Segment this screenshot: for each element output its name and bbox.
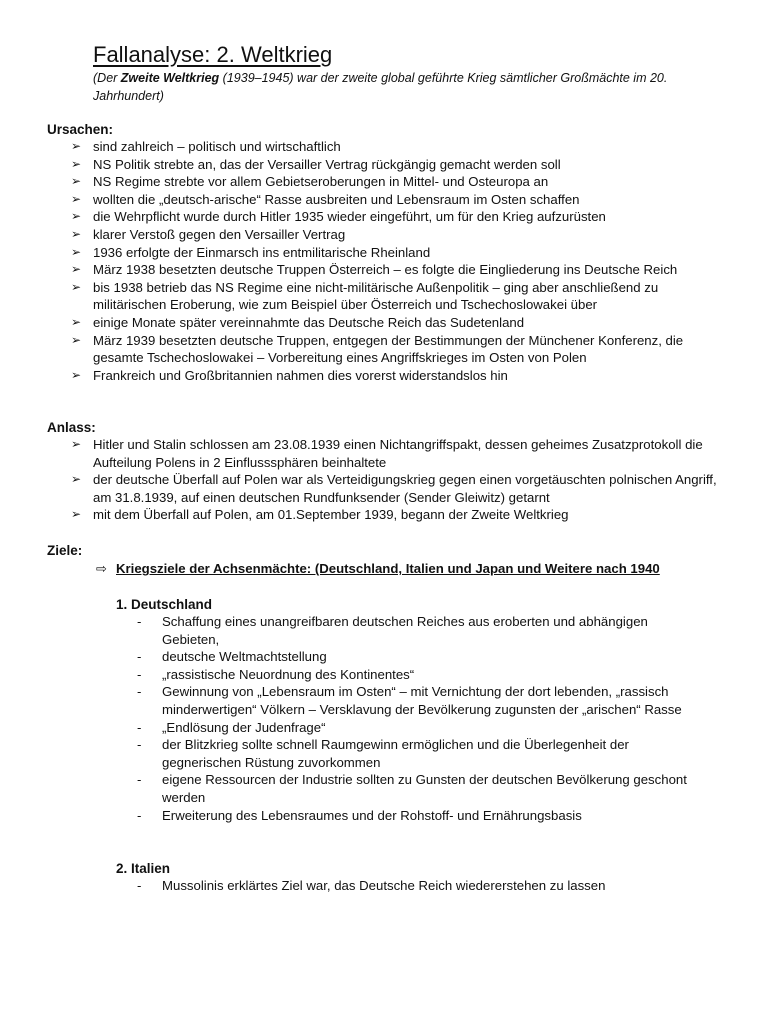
list-item-text: März 1939 besetzten deutsche Truppen, entgegen der Bestimmungen der Münchener Konferenz, die gesamte Tschechoslowakei – Vorbereitung eines Angriffskrieges im Osten von Polen: [93, 332, 684, 366]
list-item: [71, 314, 721, 332]
dash-bullet: -: [137, 666, 142, 682]
list-item: [137, 683, 697, 718]
list-item-text: Gewinnung von „Lebensraum im Osten“ – mit Vernichtung der dort lebenden, „rassisch minderwertigen“ Völkern – Versklavung der Bevölkerung zugunsten der „arischen“ Rasse: [162, 684, 682, 717]
arrow-bullet-icon: ➢: [71, 472, 82, 487]
list-item: [71, 138, 721, 156]
list-item: [137, 719, 697, 737]
list-item: [71, 436, 721, 471]
list-item-text: einige Monate später vereinnahmte das Deutsche Reich das Sudetenland: [93, 314, 525, 330]
list-item-text: NS Politik strebte an, das der Versailler Vertrag rückgängig gemacht werden soll: [93, 156, 561, 172]
page-title: Fallanalyse: 2. Weltkrieg: [93, 42, 333, 67]
dash-bullet: -: [137, 737, 142, 753]
anlass-list: [71, 436, 721, 524]
arrow-bullet-icon: ➢: [71, 244, 82, 259]
section-heading-anlass: Anlass:: [47, 420, 96, 435]
list-item: [71, 208, 721, 226]
list-item-text: die Wehrpflicht wurde durch Hitler 1935 wieder eingeführt, um für den Krieg aufzurüsten: [93, 209, 606, 225]
arrow-bullet-icon: ➢: [71, 262, 82, 277]
subtitle-bold: Zweite Weltkrieg: [120, 71, 220, 85]
arrow-bullet-icon: ➢: [71, 226, 82, 241]
section-heading-ursachen: Ursachen:: [47, 122, 114, 137]
dash-bullet: -: [137, 878, 142, 893]
arrow-bullet-icon: ➢: [71, 437, 82, 451]
list-item-text: Erweiterung des Lebensraumes und der Rohstoff- und Ernährungsbasis: [162, 807, 582, 823]
list-item-text: der Blitzkrieg sollte schnell Raumgewinn ermöglichen und die Überlegenheit der gegnerischen Rüstung zuvorkommen: [162, 737, 629, 770]
arrow-bullet-icon: ➢: [71, 367, 82, 382]
list-item: [137, 877, 697, 895]
arrow-bullet-icon: ➢: [71, 174, 82, 189]
arrow-bullet-icon: ➢: [71, 507, 82, 522]
list-item: [71, 506, 721, 524]
list-item: [71, 367, 721, 385]
dash-bullet: -: [137, 772, 142, 788]
right-arrow-icon: ⇨: [96, 561, 108, 576]
list-item: [137, 666, 697, 684]
list-item: [137, 648, 697, 666]
list-item: [71, 173, 721, 191]
dash-bullet: -: [137, 807, 142, 823]
list-item-text: wollten die „deutsch-arische“ Rasse ausbreiten und Lebensraum im Osten schaffen: [93, 191, 580, 207]
dash-bullet: -: [137, 649, 142, 665]
list-item-text: der deutsche Überfall auf Polen war als Verteidigungskrieg gegen einen vorgetäuschten polnischen Angriff, am 31.8.1939, auf einen deutschen Rundfunksender (Sender Gleiwitz) getarnt: [93, 472, 717, 505]
list-item: [71, 191, 721, 209]
subheading-deutschland: 1. Deutschland: [116, 597, 213, 612]
list-item-text: eigene Ressourcen der Industrie sollten zu Gunsten der deutschen Bevölkerung geschont werden: [162, 772, 687, 805]
dash-bullet: -: [137, 614, 142, 629]
arrow-bullet-icon: ➢: [71, 314, 82, 329]
deutschland-goals-list: [137, 613, 697, 824]
list-item: [71, 226, 721, 244]
italien-goals-list: [137, 877, 697, 895]
list-item-text: „Endlösung der Judenfrage“: [162, 719, 326, 735]
list-item: [71, 156, 721, 174]
list-item-text: März 1938 besetzten deutsche Truppen Österreich – es folgte die Eingliederung ins Deutsche Reich: [93, 262, 678, 278]
list-item-text: sind zahlreich – politisch und wirtschaftlich: [93, 139, 341, 154]
arrow-bullet-icon: ➢: [71, 139, 82, 153]
axis-goals-heading: [96, 560, 660, 578]
axis-goals-label: Kriegsziele der Achsenmächte: (Deutschland, Italien und Japan und Weitere nach 1940: [116, 561, 660, 576]
subtitle: [93, 70, 713, 105]
list-item: [137, 613, 697, 648]
list-item: [71, 261, 721, 279]
list-item-text: 1936 erfolgte der Einmarsch ins entmilitarische Rheinland: [93, 244, 431, 260]
list-item-text: bis 1938 betrieb das NS Regime eine nicht-militärische Außenpolitik – ging aber anschließend zu militärischen Eroberung, wie zum Beispiel über Österreich und Tschechoslowakei über: [93, 279, 659, 313]
list-item: [71, 279, 721, 314]
list-item-text: Frankreich und Großbritannien nahmen dies vorerst widerstandslos hin: [93, 367, 508, 383]
list-item-text: mit dem Überfall auf Polen, am 01.September 1939, begann der Zweite Weltkrieg: [93, 507, 569, 523]
arrow-bullet-icon: ➢: [71, 332, 82, 347]
section-heading-ziele: Ziele:: [47, 543, 83, 558]
list-item-text: NS Regime strebte vor allem Gebietseroberungen in Mittel- und Osteuropa an: [93, 174, 549, 190]
list-item-text: klarer Verstoß gegen den Versailler Vertrag: [93, 226, 346, 242]
arrow-bullet-icon: ➢: [71, 209, 82, 224]
list-item: [71, 471, 721, 506]
list-item-text: Hitler und Stalin schlossen am 23.08.1939 einen Nichtangriffspakt, dessen geheimes Zusatzprotokoll die Aufteilung Polens in 2 Einflusssphären beinhaltete: [93, 437, 703, 470]
subtitle-open: (Der: [93, 71, 121, 85]
list-item-text: deutsche Weltmachtstellung: [162, 649, 327, 665]
list-item-text: „rassistische Neuordnung des Kontinentes“: [162, 666, 415, 682]
arrow-bullet-icon: ➢: [71, 279, 82, 294]
list-item: [137, 807, 697, 825]
arrow-bullet-icon: ➢: [71, 156, 82, 171]
dash-bullet: -: [137, 684, 142, 700]
arrow-bullet-icon: ➢: [71, 191, 82, 206]
list-item-text: Mussolinis erklärtes Ziel war, das Deutsche Reich wiedererstehen zu lassen: [162, 878, 606, 893]
subtitle-rest: (1939–1945) war der zweite global geführte Krieg sämtlicher Großmächte im 20. Jahrhundert): [93, 71, 668, 103]
dash-bullet: -: [137, 719, 142, 735]
subheading-italien: 2. Italien: [116, 861, 171, 876]
list-item: [71, 332, 721, 367]
list-item: [137, 771, 697, 806]
ursachen-list: [71, 138, 721, 384]
list-item: [137, 736, 697, 771]
list-item-text: Schaffung eines unangreifbaren deutschen Reiches aus eroberten und abhängigen Gebieten,: [162, 614, 648, 647]
list-item: [71, 244, 721, 262]
